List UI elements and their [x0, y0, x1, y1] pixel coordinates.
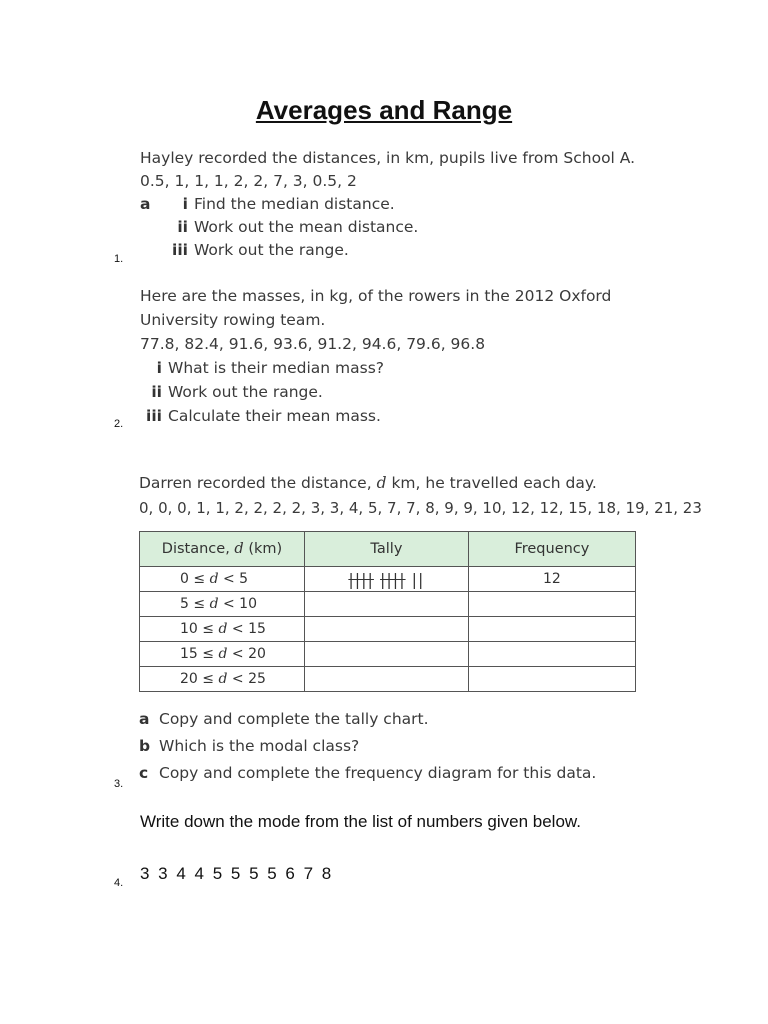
- q3-item-label: a: [139, 710, 150, 728]
- question-3: [139, 471, 702, 521]
- frequency-cell: [468, 642, 635, 667]
- tally-table-header-row: [140, 532, 636, 567]
- tally-cell: [304, 617, 468, 642]
- class-upper-bound: 15: [248, 621, 266, 637]
- distance-class-cell: [140, 667, 305, 692]
- question-2: [140, 284, 611, 428]
- q1-item-label: i: [182, 195, 188, 213]
- q2-intro-line-2: University rowing team.: [140, 311, 326, 329]
- q3-tasks: [139, 706, 596, 787]
- tally-table: [139, 531, 636, 692]
- q4-instruction: Write down the mode from the list of numbers given below.: [140, 812, 581, 831]
- tally-table-row: [140, 592, 636, 617]
- q2-item-label: i: [156, 359, 162, 377]
- q1-item-i: [140, 193, 635, 216]
- class-inequality: ≤ d <: [188, 596, 240, 612]
- q2-item-label: ii: [151, 383, 162, 401]
- class-lower-bound: 10: [180, 621, 198, 637]
- tally-table-row: [140, 617, 636, 642]
- tally-marks: |||| |||| ||: [348, 569, 425, 589]
- question-1: [140, 147, 635, 262]
- distance-header-unit: (km): [248, 541, 283, 557]
- q2-item-label: iii: [146, 407, 162, 425]
- q3-intro: [139, 471, 702, 496]
- class-lower-bound: 15: [180, 646, 198, 662]
- class-lower-bound: 5: [180, 596, 189, 612]
- tally-table-row: [140, 667, 636, 692]
- distance-header-variable: d: [234, 541, 244, 557]
- q3-item-text: Which is the modal class?: [159, 737, 360, 755]
- page-title: Averages and Range: [255, 95, 513, 125]
- class-upper-bound: 25: [248, 671, 266, 687]
- q3-item-label: c: [139, 764, 149, 782]
- q3-intro-variable: d: [376, 474, 387, 492]
- q2-item-text: Calculate their mean mass.: [168, 407, 381, 425]
- class-upper-bound: 10: [239, 596, 257, 612]
- class-inequality: ≤ d <: [197, 646, 249, 662]
- frequency-cell: 12: [468, 567, 635, 592]
- q1-item-text: Find the median distance.: [194, 195, 395, 213]
- q3-item-text: Copy and complete the tally chart.: [159, 710, 429, 728]
- distance-class-cell: [140, 642, 305, 667]
- q3-item-a: [139, 706, 596, 733]
- q2-item-text: What is their median mass?: [168, 359, 385, 377]
- q3-item-label: b: [139, 737, 151, 755]
- q2-intro-line-1: Here are the masses, in kg, of the rowers in the 2012 Oxford: [140, 287, 612, 305]
- tally-column-header: Tally: [304, 532, 468, 567]
- q1-item-ii: [140, 216, 635, 239]
- q2-item-i: [140, 356, 611, 380]
- tally-table-row: [140, 567, 636, 592]
- q1-item-label: ii: [177, 218, 188, 236]
- q3-intro-pre: Darren recorded the distance,: [139, 474, 372, 492]
- q1-intro: Hayley recorded the distances, in km, pupils live from School A.: [140, 149, 636, 167]
- distance-class-cell: [140, 592, 305, 617]
- frequency-cell: [468, 617, 635, 642]
- question-number-3: 3.: [114, 778, 124, 790]
- class-upper-bound: 5: [239, 571, 249, 587]
- q1-data: 0.5, 1, 1, 1, 2, 2, 7, 3, 0.5, 2: [140, 172, 357, 190]
- distance-header-text: Distance,: [161, 541, 230, 557]
- q3-intro-post: km, he travelled each day.: [391, 474, 597, 492]
- q1-part-label: a: [140, 195, 151, 213]
- distance-column-header: [140, 532, 305, 567]
- class-lower-bound: 20: [180, 671, 198, 687]
- q1-item-label: iii: [172, 241, 188, 259]
- class-inequality: ≤ d <: [188, 571, 240, 587]
- tally-cell: [304, 667, 468, 692]
- class-upper-bound: 20: [248, 646, 266, 662]
- question-number-4: 4.: [114, 877, 124, 889]
- q2-item-text: Work out the range.: [168, 383, 323, 401]
- class-lower-bound: 0: [180, 571, 189, 587]
- question-number-1: 1.: [114, 253, 124, 265]
- q2-item-iii: [140, 404, 611, 428]
- tally-cell: [304, 567, 468, 592]
- q1-item-iii: [140, 239, 635, 262]
- tally-cell: [304, 642, 468, 667]
- class-inequality: ≤ d <: [197, 621, 249, 637]
- tally-table-row: [140, 642, 636, 667]
- q2-data: 77.8, 82.4, 91.6, 93.6, 91.2, 94.6, 79.6, 96.8: [140, 335, 486, 353]
- q1-item-text: Work out the mean distance.: [194, 218, 419, 236]
- distance-class-cell: [140, 617, 305, 642]
- frequency-cell: [468, 592, 635, 617]
- q2-item-ii: [140, 380, 611, 404]
- q3-item-b: [139, 733, 596, 760]
- q4-numbers: 3 3 4 4 5 5 5 5 6 7 8: [140, 864, 334, 883]
- frequency-cell: [468, 667, 635, 692]
- class-inequality: ≤ d <: [197, 671, 249, 687]
- tally-cell: [304, 592, 468, 617]
- q3-item-c: [139, 760, 596, 787]
- q1-item-text: Work out the range.: [194, 241, 349, 259]
- distance-class-cell: [140, 567, 305, 592]
- frequency-column-header: Frequency: [468, 532, 635, 567]
- q3-data: 0, 0, 0, 1, 1, 2, 2, 2, 2, 3, 3, 4, 5, 7, 7, 8, 9, 9, 10, 12, 12, 15, 18, 19, 21, 23: [139, 499, 702, 517]
- question-number-2: 2.: [114, 418, 124, 430]
- q3-item-text: Copy and complete the frequency diagram for this data.: [159, 764, 597, 782]
